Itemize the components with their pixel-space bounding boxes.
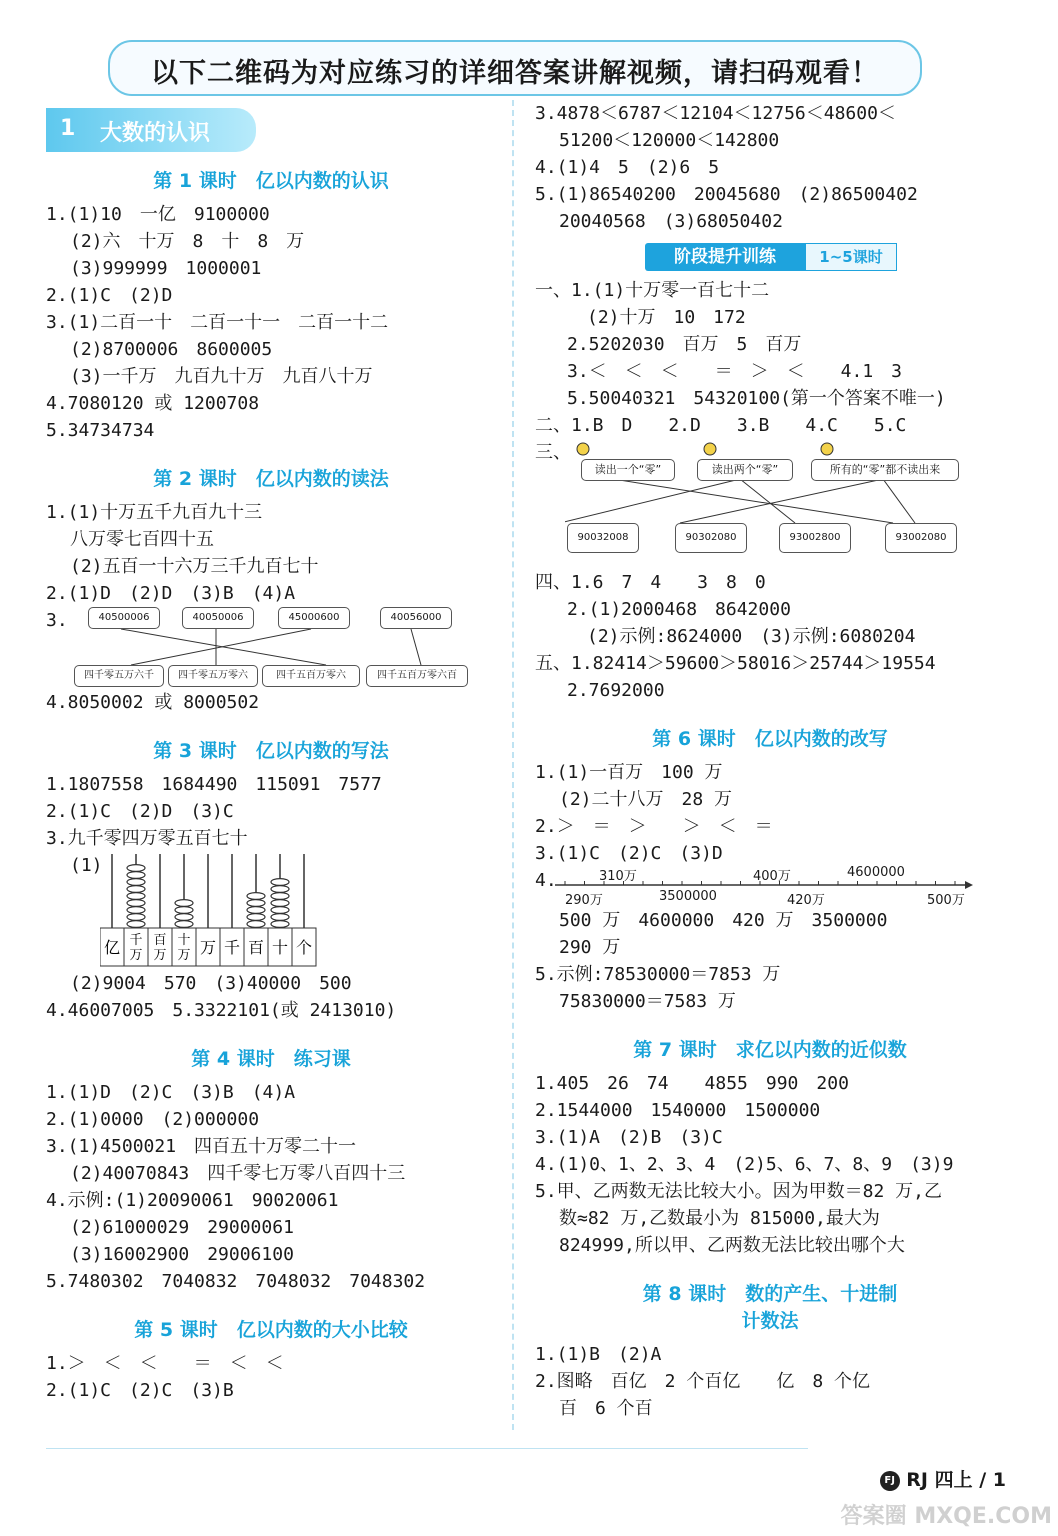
- answer-line: 5.34734734: [46, 420, 155, 441]
- answer-line: 51200＜120000＜142800: [559, 130, 780, 151]
- answer-line: 3.＜ ＜ ＜ ＝ ＞ ＜ 4.1 3: [567, 361, 903, 382]
- answer-line: 4.(1)0、1、2、3、4 (2)5、6、7、8、9 (3)9: [535, 1154, 954, 1175]
- stage-range: 1~5课时: [805, 243, 897, 271]
- footer-rule: [46, 1448, 808, 1449]
- matching-diagram-1: [46, 607, 496, 689]
- number-line-label: 4600000: [847, 865, 905, 880]
- bee-icon: [821, 443, 833, 455]
- answer-line: 4.7080120 或 1200708: [46, 393, 260, 414]
- answer-line: 3.4878＜6787＜12104＜12756＜48600＜: [535, 103, 896, 124]
- answer-line: 二、1.B D 2.D 3.B 4.C 5.C: [535, 415, 907, 436]
- unit-number: 1: [60, 116, 76, 141]
- place-label: 万: [153, 948, 167, 963]
- banner: [108, 40, 922, 96]
- word-box: 四千五百万零六百: [366, 665, 468, 687]
- answer-line: 2.＞ ＝ ＞ ＞ ＜ ＝: [535, 816, 773, 837]
- place-label: 千: [129, 933, 143, 948]
- answer-line: (2)8700006 8600005: [70, 339, 273, 360]
- abacus-bead: [127, 886, 145, 893]
- answer-line: 2.7692000: [567, 680, 665, 701]
- abacus-bead: [271, 893, 289, 900]
- place-label: 个: [295, 938, 313, 957]
- abacus-bead: [247, 921, 265, 928]
- answer-line: 75830000＝7583 万: [559, 991, 736, 1012]
- answer-line: 290 万: [559, 937, 621, 958]
- answer-line: 3.(1)A (2)B (3)C: [535, 1127, 723, 1148]
- place-label: 万: [177, 948, 191, 963]
- stage-label: 阶段提升训练: [645, 243, 805, 271]
- answer-line: 5.7480302 7040832 7048032 7048302: [46, 1271, 426, 1292]
- answer-line: 3.九千零四万零五百七十: [46, 828, 248, 849]
- answer-line: 3.(1)4500021 四百五十万零二十一: [46, 1136, 357, 1157]
- number-line-label: 3500000: [659, 889, 717, 904]
- place-label: 千: [223, 938, 241, 957]
- answer-line: (3)16002900 29006100: [70, 1244, 294, 1265]
- abacus-bead: [127, 893, 145, 900]
- abacus-diagram: [46, 852, 496, 970]
- answer-line: (2)9004 570 (3)40000 500: [70, 973, 352, 994]
- abacus-bead: [247, 907, 265, 914]
- answer-line: (2)六 十万 8 十 8 万: [70, 231, 305, 252]
- number-line-label: 290万: [565, 893, 603, 908]
- lesson-4-title: 第 4 课时 练习课: [191, 1048, 351, 1070]
- lesson-3-title: 第 3 课时 亿以内数的写法: [153, 740, 389, 762]
- page-footer: [880, 1465, 1006, 1492]
- answer-line: 2.(1)2000468 8642000: [567, 599, 791, 620]
- number-box: 90032008: [567, 523, 639, 553]
- abacus-bead: [175, 900, 193, 907]
- place-label: 十: [177, 933, 191, 948]
- answer-line: 2.1544000 1540000 1500000: [535, 1100, 821, 1121]
- answer-line: 4.(1)4 5 (2)6 5: [535, 157, 720, 178]
- answer-line: 4.8050002 或 8000502: [46, 692, 260, 713]
- abacus: [100, 852, 330, 970]
- abacus-bead: [247, 900, 265, 907]
- lesson-1-title: 第 1 课时 亿以内数的认识: [153, 170, 389, 192]
- place-label: 百: [153, 933, 167, 948]
- answer-line: 五、1.82414＞59600＞58016＞25744＞19554: [535, 653, 936, 674]
- answer-line: (2)五百一十六万三千九百七十: [70, 556, 319, 577]
- answer-line: 1.(1)B (2)A: [535, 1344, 662, 1365]
- bee-icon: [577, 443, 589, 455]
- lesson-5-title: 第 5 课时 亿以内数的大小比较: [134, 1319, 408, 1341]
- answer-line: 2.(1)C (2)D: [46, 285, 173, 306]
- answer-line: (3)999999 1000001: [70, 258, 262, 279]
- answer-line: 1.1807558 1684490 115091 7577: [46, 774, 382, 795]
- page-label: RJ 四上 / 1: [906, 1469, 1006, 1491]
- answer-line: (2)示例:8624000 (3)示例:6080204: [587, 626, 916, 647]
- answer-line: 3.(1)C (2)C (3)D: [535, 843, 723, 864]
- abacus-bead: [271, 921, 289, 928]
- lesson-7-title: 第 7 课时 求亿以内数的近似数: [633, 1039, 907, 1061]
- abacus-bead: [271, 900, 289, 907]
- answer-line: 5.(1)86540200 20045680 (2)86500402: [535, 184, 918, 205]
- abacus-bead: [175, 921, 193, 928]
- right-column: [535, 100, 1005, 1422]
- word-box: 四千零五万六千: [74, 665, 164, 687]
- answer-line: 1.(1)十万五千九百九十三: [46, 502, 263, 523]
- number-box: 40056000: [380, 607, 452, 629]
- number-line-label: 310万: [599, 869, 637, 884]
- abacus-bead: [127, 914, 145, 921]
- matching-diagram-2: [535, 439, 1005, 569]
- bee-icon: [704, 443, 716, 455]
- answer-line: 3.: [46, 610, 68, 631]
- reading-box: 读出两个“零”: [697, 459, 793, 481]
- place-label: 亿: [103, 938, 121, 957]
- answer-line: 4.: [535, 870, 557, 891]
- number-line-label: 420万: [787, 893, 825, 908]
- place-label: 万: [199, 938, 217, 957]
- answer-line: 2.(1)C (2)D (3)C: [46, 801, 234, 822]
- answer-line: 4.示例:(1)20090061 90020061: [46, 1190, 339, 1211]
- answer-line: 2.图略 百亿 2 个百亿 亿 8 个亿: [535, 1371, 871, 1392]
- answer-line: 5.50040321 54320100(第一个答案不唯一): [567, 388, 946, 409]
- number-box: 40500006: [88, 607, 160, 629]
- left-column: [46, 100, 496, 1404]
- answer-line: 三、: [535, 442, 571, 463]
- answer-line: 1.＞ ＜ ＜ ＝ ＜ ＜: [46, 1353, 284, 1374]
- place-label: 百: [247, 938, 265, 957]
- lesson-8-title: 第 8 课时 数的产生、十进制: [642, 1283, 898, 1305]
- answer-line: 2.(1)C (2)C (3)B: [46, 1380, 234, 1401]
- abacus-label: (1): [70, 855, 103, 876]
- answer-line: 1.(1)D (2)C (3)B (4)A: [46, 1082, 296, 1103]
- answer-line: 500 万 4600000 420 万 3500000: [559, 910, 888, 931]
- number-line-label: 400万: [753, 869, 791, 884]
- abacus-bead: [271, 879, 289, 886]
- number-box: 90302080: [675, 523, 747, 553]
- abacus-bead: [127, 872, 145, 879]
- stage-training-header: [645, 243, 895, 271]
- number-box: 45000600: [278, 607, 350, 629]
- answer-line: 数≈82 万,乙数最小为 815000,最大为: [559, 1208, 880, 1229]
- answer-line: 5.示例:78530000＝7853 万: [535, 964, 781, 985]
- reading-box: 所有的“零”都不读出来: [811, 459, 959, 481]
- banner-text: 以下二维码为对应练习的详细答案讲解视频，请扫码观看！: [151, 58, 879, 89]
- abacus-bead: [127, 921, 145, 928]
- word-box: 四千五百万零六: [262, 665, 360, 687]
- column-divider: [512, 100, 514, 1430]
- answer-line: 4.46007005 5.3322101(或 2413010): [46, 1000, 397, 1021]
- watermark: 答案圈 MXQE.COM: [840, 1504, 1052, 1529]
- place-label: 十: [271, 938, 289, 957]
- number-box: 40050006: [182, 607, 254, 629]
- answer-line: 2.(1)D (2)D (3)B (4)A: [46, 583, 296, 604]
- number-box: 93002800: [779, 523, 851, 553]
- abacus-bead: [127, 879, 145, 886]
- answer-line: (2)61000029 29000061: [70, 1217, 294, 1238]
- answer-line: 824999,所以甲、乙两数无法比较出哪个大: [559, 1235, 905, 1256]
- number-box: 93002080: [885, 523, 957, 553]
- answer-line: 2.5202030 百万 5 百万: [567, 334, 802, 355]
- answer-line: 一、1.(1)十万零一百七十二: [535, 280, 770, 301]
- number-line-diagram: [535, 867, 1005, 907]
- answer-line: 百 6 个百: [559, 1398, 653, 1419]
- lesson-8-subtitle: 计数法: [741, 1310, 799, 1332]
- abacus-bead: [271, 914, 289, 921]
- publisher-badge: FJ: [880, 1471, 900, 1491]
- reading-box: 读出一个“零”: [581, 459, 675, 481]
- place-label: 万: [129, 948, 143, 963]
- answer-line: 1.(1)一百万 100 万: [535, 762, 723, 783]
- answer-line: 1.(1)10 一亿 9100000: [46, 204, 270, 225]
- abacus-bead: [175, 914, 193, 921]
- answer-line: 四、1.6 7 4 3 8 0: [535, 572, 766, 593]
- lesson-2-title: 第 2 课时 亿以内数的读法: [153, 468, 389, 490]
- unit-tab: [46, 108, 256, 152]
- answer-line: 八万零七百四十五: [70, 529, 214, 550]
- number-line-label: 500万: [927, 893, 965, 908]
- abacus-bead: [247, 914, 265, 921]
- answer-line: 5.甲、乙两数无法比较大小。因为甲数＝82 万,乙: [535, 1181, 943, 1202]
- answer-line: 1.405 26 74 4855 990 200: [535, 1073, 849, 1094]
- answer-line: (3)一千万 九百九十万 九百八十万: [70, 366, 373, 387]
- answer-line: 20040568 (3)68050402: [559, 211, 783, 232]
- answer-line: (2)40070843 四千零七万零八百四十三: [70, 1163, 406, 1184]
- abacus-bead: [271, 907, 289, 914]
- answer-line: 3.(1)二百一十 二百一十一 二百一十二: [46, 312, 389, 333]
- abacus-bead: [127, 865, 145, 872]
- unit-title: 大数的认识: [100, 121, 211, 146]
- answer-line: 2.(1)0000 (2)000000: [46, 1109, 260, 1130]
- word-box: 四千零五万零六: [168, 665, 258, 687]
- answer-line: (2)十万 10 172: [587, 307, 746, 328]
- abacus-bead: [271, 886, 289, 893]
- lesson-6-title: 第 6 课时 亿以内数的改写: [652, 728, 888, 750]
- answer-line: (2)二十八万 28 万: [559, 789, 733, 810]
- abacus-bead: [247, 893, 265, 900]
- abacus-bead: [127, 900, 145, 907]
- abacus-bead: [127, 907, 145, 914]
- abacus-bead: [175, 907, 193, 914]
